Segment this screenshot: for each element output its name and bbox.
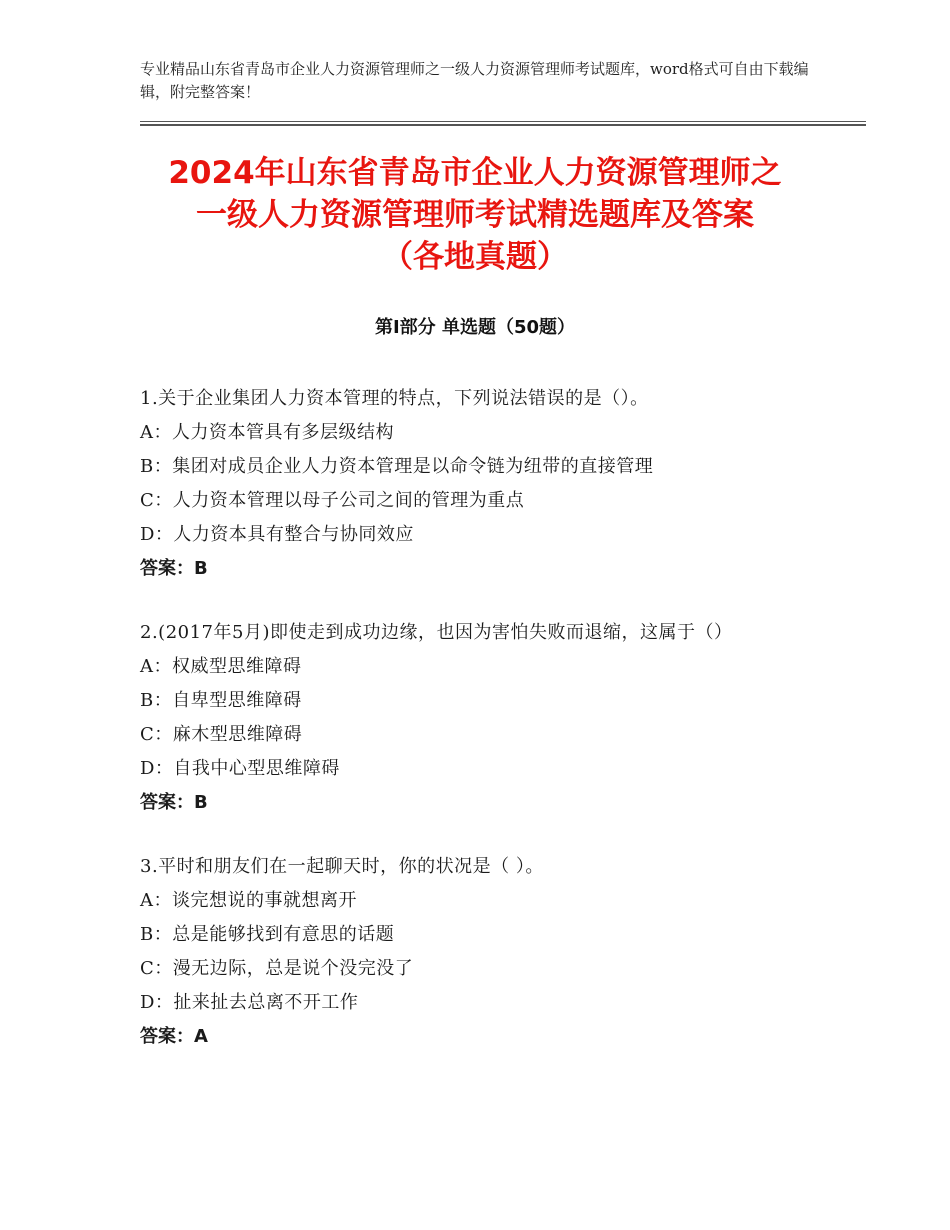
title-line-2: 一级人力资源管理师考试精选题库及答案 [196, 197, 754, 233]
option-a: A：权威型思维障碍 [140, 656, 302, 677]
answer-line: 答案：B [140, 558, 208, 579]
title-line-3: （各地真题） [382, 239, 568, 275]
option-a: A：人力资本管具有多层级结构 [140, 422, 394, 443]
question-list [140, 382, 820, 1084]
option-b: B：总是能够找到有意思的话题 [140, 924, 395, 945]
question-1 [140, 382, 820, 586]
answer-line: 答案：B [140, 792, 208, 813]
section-heading: 第Ⅰ部分 单选题（50题） [374, 317, 575, 338]
question-stem: 1.关于企业集团人力资本管理的特点，下列说法错误的是（）。 [140, 388, 649, 409]
option-c: C：人力资本管理以母子公司之间的管理为重点 [140, 490, 525, 511]
title-line-1: 2024年山东省青岛市企业人力资源管理师之 [168, 155, 782, 191]
header-divider [140, 121, 866, 126]
header-note: 专业精品山东省青岛市企业人力资源管理师之一级人力资源管理师考试题库，word格式可自由下载编辑，附完整答案！ [140, 60, 809, 101]
question-stem: 2.(2017年5月)即使走到成功边缘，也因为害怕失败而退缩，这属于（） [140, 622, 733, 643]
answer-line: 答案：A [140, 1026, 208, 1047]
question-stem: 3.平时和朋友们在一起聊天时，你的状况是（ ）。 [140, 856, 544, 877]
option-d: D：扯来扯去总离不开工作 [140, 992, 359, 1013]
question-3 [140, 850, 820, 1054]
option-b: B：自卑型思维障碍 [140, 690, 302, 711]
option-c: C：麻木型思维障碍 [140, 724, 303, 745]
option-b: B：集团对成员企业人力资本管理是以命令链为纽带的直接管理 [140, 456, 654, 477]
option-d: D：人力资本具有整合与协同效应 [140, 524, 414, 545]
option-d: D：自我中心型思维障碍 [140, 758, 340, 779]
question-2 [140, 616, 820, 820]
option-c: C：漫无边际，总是说个没完没了 [140, 958, 414, 979]
option-a: A：谈完想说的事就想离开 [140, 890, 357, 911]
document-title [100, 152, 850, 278]
